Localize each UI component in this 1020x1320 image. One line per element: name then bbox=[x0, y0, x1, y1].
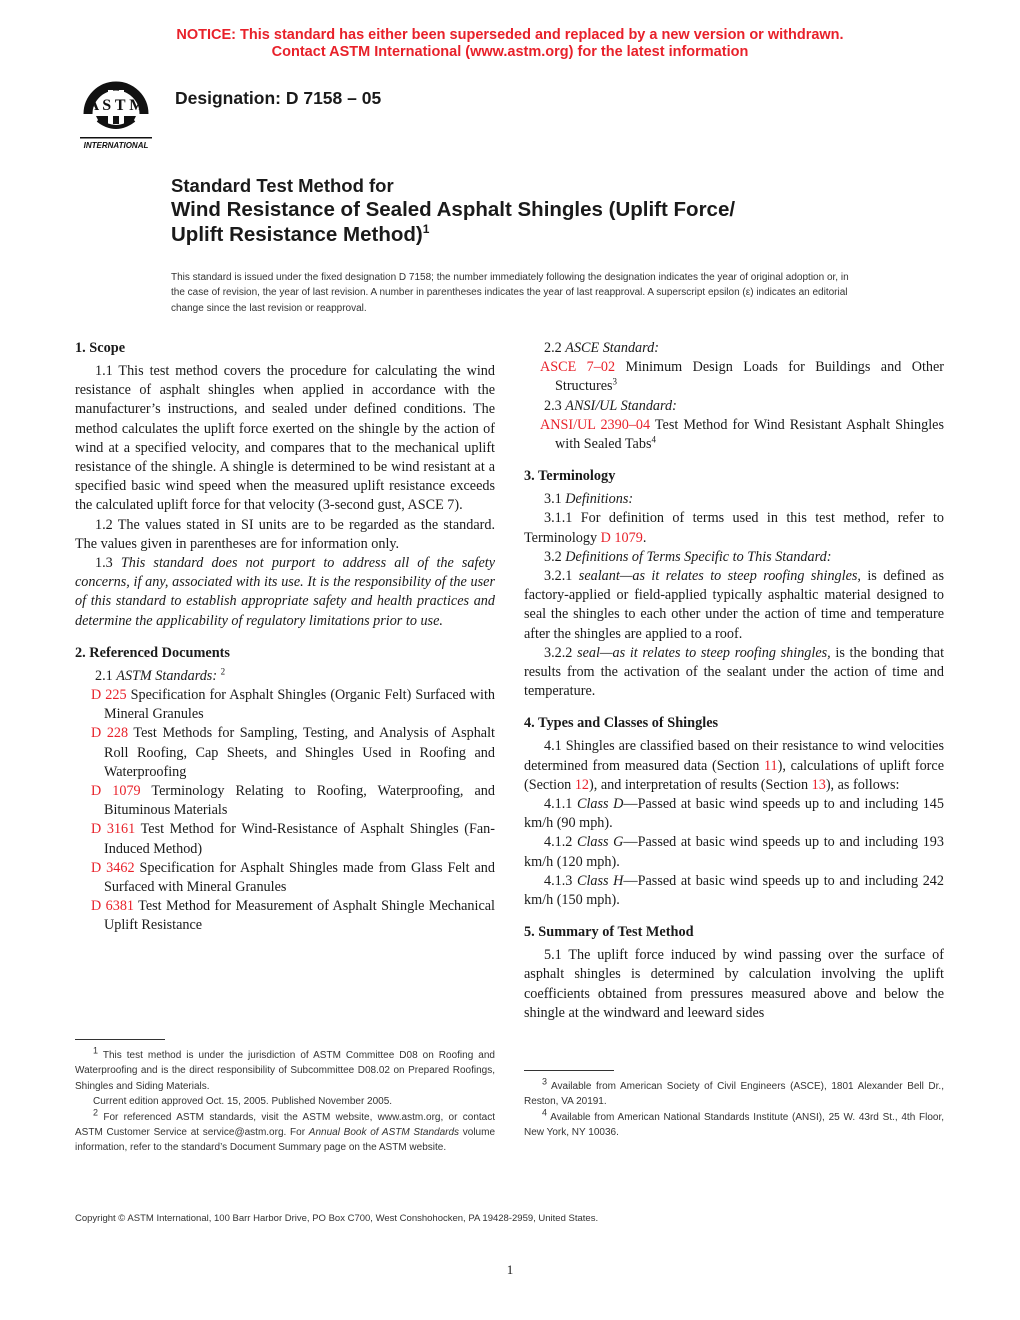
section-link-12[interactable]: 12 bbox=[574, 776, 590, 793]
ref-link-d1079-terminology[interactable]: D 1079 bbox=[600, 529, 643, 546]
ref-link-d228[interactable]: D 228 bbox=[91, 725, 129, 742]
title-footnote-mark: 1 bbox=[422, 222, 430, 237]
ref-item: D 6381 Test Method for Measurement of Asphalt Shingle Mechanical Uplift Resistance bbox=[91, 898, 496, 934]
issued-note: This standard is issued under the fixed designation D 7158; the number immediately following the designation indicates the year of original adoption or, in the case of revision, the year of last revision. A number in parentheses indicates the year of last reapproval. A superscript epsilon (ε) indicates an editorial change since the last revision or reapproval. bbox=[171, 272, 849, 314]
scope-1-2: 1.2 The values stated in SI units are to be regarded as the standard. The values given in parentheses are for information only. bbox=[75, 516, 495, 552]
document-title bbox=[171, 175, 871, 247]
terminology-3-1: 3.1 Definitions: bbox=[544, 491, 634, 508]
svg-text:A S T M: A S T M bbox=[87, 97, 145, 114]
ref-link-d225[interactable]: D 225 bbox=[91, 687, 127, 704]
ref-link-asce7[interactable]: ASCE 7–02 bbox=[540, 359, 616, 376]
footnotes-left bbox=[75, 1039, 495, 1156]
section-referenced-heading: 2. Referenced Documents bbox=[75, 644, 230, 661]
ref-item: D 1079 Terminology Relating to Roofing, Waterproofing, and Bituminous Materials bbox=[91, 783, 495, 819]
summary-5-1: 5.1 The uplift force induced by wind passing over the surface of asphalt shingles is determined by calculation involving the uplift coefficients obtained from pressures measured above and below the shingle at the windward and leeward sides bbox=[524, 947, 944, 1021]
title-pre: Standard Test Method for bbox=[171, 175, 394, 196]
types-4-1: 4.1 Shingles are classified based on their resistance to wind velocities determined from measured data (Section 11), calculations of uplift force (Section 12), and interpretation of results (Section 13), as follows: bbox=[524, 738, 944, 793]
section-link-11[interactable]: 11 bbox=[763, 757, 778, 774]
scope-1-1: 1.1 This test method covers the procedure for calculating the wind resistance of asphalt shingles when applied in accordance with the manufacturer’s instructions, and sealed under defined conditions. The method calculates the uplift force exerted on the shingle by the action of wind at a specified velocity, and compares that to the mechanical uplift resistance of the shingle. A shingle is determined to be wind resistant at a specified basic wind speed when the measured uplift resistance exceeds the calculated uplift force for that velocity (3-second gust, ASCE 7). bbox=[75, 363, 495, 514]
ref-item: D 228 Test Methods for Sampling, Testing, and Analysis of Asphalt Roll Roofing, Cap Sheets, and Shingles Used in Roofing and Waterproofing bbox=[91, 725, 495, 780]
notice-line-1: NOTICE: This standard has either been superseded and replaced by a new version or withdrawn. bbox=[176, 27, 844, 43]
types-4-1-1: 4.1.1 Class D—Passed at basic wind speeds up to and including 145 km/h (90 mph). bbox=[524, 796, 944, 832]
title-line-2: Uplift Resistance Method)$^1$ bbox=[171, 222, 430, 246]
ref-item: D 3161 Test Method for Wind-Resistance of Asphalt Shingles (Fan-Induced Method) bbox=[91, 821, 495, 857]
referenced-2-2: 2.2 ASCE Standard: bbox=[544, 340, 659, 356]
right-column bbox=[524, 339, 944, 1023]
section-scope-heading: 1. Scope bbox=[75, 340, 126, 356]
footnotes-right bbox=[524, 1070, 944, 1141]
terminology-3-2: 3.2 Definitions of Terms Specific to This Standard: bbox=[544, 548, 832, 565]
footnote-4: $^4$ Available from American National Standards Institute (ANSI), 25 W. 43rd St., 4th Floor, New York, NY 10036. bbox=[524, 1107, 945, 1139]
ref-link-d6381[interactable]: D 6381 bbox=[91, 898, 135, 915]
section-terminology-heading: 3. Terminology bbox=[524, 468, 616, 485]
footnote-2: $^2$ For referenced ASTM standards, visit the ASTM website, www.astm.org, or contact ASTM Customer Service at service@astm.org. For Annual Book of ASTM Standards volume information, refer to the standard’s Document Summary page on the ASTM website. bbox=[75, 1107, 496, 1154]
ref-link-d3462[interactable]: D 3462 bbox=[91, 859, 135, 876]
title-line-1: Wind Resistance of Sealed Asphalt Shingles (Uplift Force/ bbox=[171, 198, 736, 221]
ref-item: D 225 Specification for Asphalt Shingles (Organic Felt) Surfaced with Mineral Granules bbox=[91, 687, 496, 723]
referenced-2-1: 2.1 ASTM Standards: $^2$ bbox=[95, 666, 226, 684]
astm-logo bbox=[74, 74, 158, 154]
footnote-1: $^1$ This test method is under the jurisdiction of ASTM Committee D08 on Roofing and Waterproofing and is the direct responsibility of Subcommittee D08.02 on Prepared Roofings, Shingles and Siding Materials. bbox=[75, 1045, 495, 1092]
footnote-1b: Current edition approved Oct. 15, 2005. Published November 2005. bbox=[93, 1096, 393, 1108]
types-4-1-3: 4.1.3 Class H—Passed at basic wind speeds up to and including 242 km/h (150 mph). bbox=[524, 872, 944, 909]
footnote-rule bbox=[75, 1039, 165, 1040]
left-column bbox=[75, 339, 495, 936]
ref-item: ASCE 7–02 Minimum Design Loads for Buildings and Other Structures$^3$ bbox=[540, 359, 945, 395]
footnote-rule bbox=[524, 1070, 614, 1071]
ref-link-d1079[interactable]: D 1079 bbox=[91, 783, 141, 800]
types-4-1-2: 4.1.2 Class G—Passed at basic wind speeds up to and including 193 km/h (120 mph). bbox=[524, 834, 944, 870]
scope-1-3: 1.3 This standard does not purport to address all of the safety concerns, if any, associated with its use. It is the responsibility of the user of this standard to establish appropriate safety and health practices and determine the applicability of regulatory limitations prior to use. bbox=[75, 555, 495, 629]
designation: Designation: D 7158 – 05 bbox=[175, 88, 382, 108]
logo-international-text: INTERNATIONAL bbox=[83, 141, 149, 150]
terminology-3-2-2: 3.2.2 seal—as it relates to steep roofing shingles, is the bonding that results from the activation of the sealant under the action of time and temperature. bbox=[524, 644, 945, 700]
ref-link-d3161[interactable]: D 3161 bbox=[91, 821, 136, 838]
section-summary-heading: 5. Summary of Test Method bbox=[524, 924, 694, 941]
footnote-3: $^3$ Available from American Society of Civil Engineers (ASCE), 1801 Alexander Bell Dr., Reston, VA 20191. bbox=[524, 1076, 944, 1108]
referenced-2-3: 2.3 ANSI/UL Standard: bbox=[544, 397, 677, 414]
section-types-heading: 4. Types and Classes of Shingles bbox=[524, 715, 719, 732]
terminology-3-2-1: 3.2.1 sealant—as it relates to steep roofing shingles, is defined as factory-applied or field-applied typically asphaltic material designed to seal the shingles to each other under the action of time and temperature after the shingles are applied to a roof. bbox=[524, 568, 944, 642]
notice-line-2: Contact ASTM International (www.astm.org) for the latest information bbox=[271, 44, 749, 60]
page-number: 1 bbox=[506, 1262, 514, 1277]
withdrawal-notice bbox=[0, 27, 1020, 61]
ref-link-ansi-ul-2390[interactable]: ANSI/UL 2390–04 bbox=[540, 416, 651, 433]
terminology-3-1-1: 3.1.1 For definition of terms used in this test method, refer to Terminology D 1079. bbox=[524, 510, 944, 546]
ref-item: D 3462 Specification for Asphalt Shingles made from Glass Felt and Surfaced with Mineral Granules bbox=[91, 859, 495, 896]
section-link-13[interactable]: 13 bbox=[811, 776, 826, 793]
copyright: Copyright © ASTM International, 100 Barr Harbor Drive, PO Box C700, West Conshohocken, PA 19428-2959, United States. bbox=[75, 1213, 599, 1224]
ref-item: ANSI/UL 2390–04 Test Method for Wind Resistant Asphalt Shingles with Sealed Tabs$^4$ bbox=[540, 416, 944, 453]
